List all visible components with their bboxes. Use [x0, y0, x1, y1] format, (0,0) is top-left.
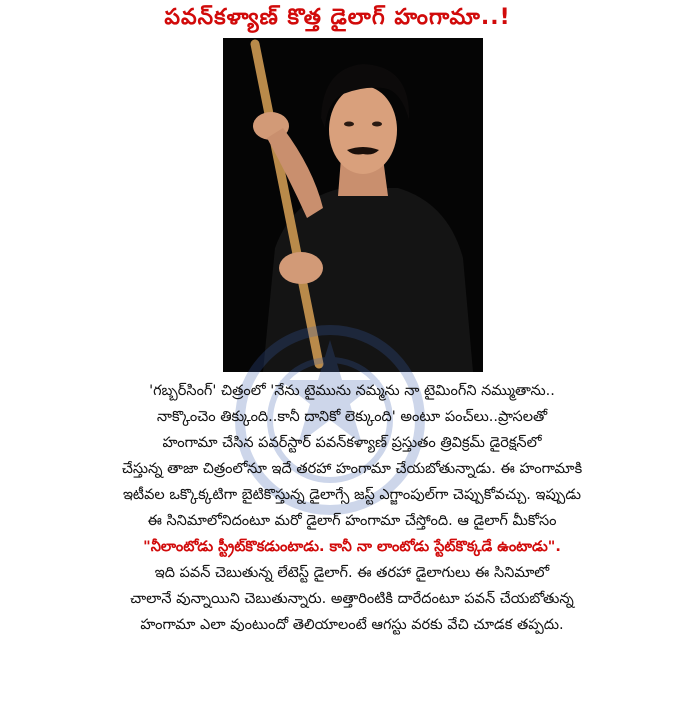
article-body	[72, 378, 632, 638]
article-line: నాక్కొంచెం తిక్కుంది..కానీ దానికో లెక్కుంది' అంటూ పంచ్‌లు..ప్రాసలతో	[156, 409, 548, 425]
article-line: హంగామా ఎలా వుంటుందో తెలియాలంటే ఆగస్టు వరకు వేచి చూడక తప్పదు.	[140, 617, 564, 633]
article-line: ఇది పవన్ చెబుతున్న లేటెస్ట్ డైలాగ్. ఈ తరహా డైలాగులు ఈ సినిమాలో	[154, 565, 550, 581]
article-line: ఈ సినిమాలోనిదంటూ మరో డైలాగ్ హంగామా చేస్తోంది. ఆ డైలాగ్ మీకోసం	[147, 513, 557, 529]
article-line: 'గబ్బర్‌సింగ్' చిత్రంలో 'నేను టైమును నమ్మను నా టైమింగ్‌ని నమ్ముతాను..	[149, 383, 555, 399]
article-line: చాలానే వున్నాయిని చెబుతున్నారు. అత్తారింటికి దారేదంటూ పవన్ చేయబోతున్న	[130, 591, 574, 607]
dialogue-quote: "నీలాంటోడు స్ట్రీట్‌కొకడుంటాడు. కానీ నా లాంటోడు స్టేట్‌కొక్కడే ఉంటాడు".	[143, 539, 561, 555]
headline: పవన్‌కళ్యాణ్ కొత్త డైలాగ్ హంగామా..!	[164, 5, 511, 30]
article-line: చేస్తున్న తాజా చిత్రంలోనూ ఇదే తరహా హంగామా చేయబోతున్నాడు. ఈ హంగామాకి	[121, 461, 583, 477]
article-line: హంగామా చేసిన పవర్‌స్టార్ పవన్‌కళ్యాణ్ ప్రస్తుతం త్రివిక్రమ్ డైరెక్షన్‌లో	[162, 435, 542, 451]
article-line: ఇటీవల ఒక్కొక్కటిగా బైటికొస్తున్న డైలాగ్సే జస్ట్ ఎగ్జాంపుల్‌గా చెప్పుకోవచ్చు. ఇప్పుడు	[122, 487, 582, 503]
